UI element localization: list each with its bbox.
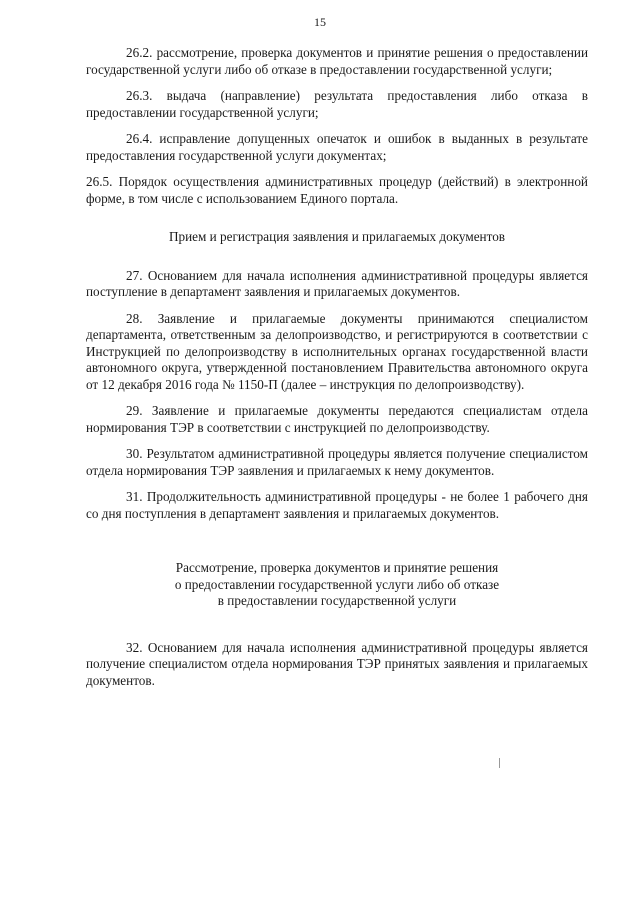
paragraph-27: 27. Основанием для начала исполнения административной процедуры является поступление в департамент заявления и прилагаемых документов. bbox=[86, 267, 588, 299]
paragraph-28: 28. Заявление и прилагаемые документы принимаются специалистом департамента, ответственным за делопроизводство, и регистрируются в соответствии с Инструкцией по делопроизводству в исполнительных органах государственной власти автономного округа, утвержденной постановлением Правительства автономного округа от 12 декабря 2016 года № 1150-П (далее – инструкция по делопроизводству). bbox=[86, 310, 588, 392]
list-item-26-4: 26.4. исправление допущенных опечаток и ошибок в выданных в результате предоставления государственной услуги документах; bbox=[86, 131, 588, 163]
section-heading-review bbox=[86, 560, 588, 610]
document-body bbox=[86, 45, 588, 699]
section-heading-line: в предоставлении государственной услуги bbox=[217, 593, 457, 608]
paragraph-29: 29. Заявление и прилагаемые документы передаются специалистам отдела нормирования ТЭР в соответствии с инструкцией по делопроизводству. bbox=[86, 403, 588, 435]
paragraph-31: 31. Продолжительность административной процедуры - не более 1 рабочего дня со дня поступления в департамент заявления и прилагаемых документов. bbox=[86, 489, 588, 521]
page-number: 15 bbox=[314, 15, 326, 29]
list-item-26-5: 26.5. Порядок осуществления административных процедур (действий) в электронной форме, в том числе с использованием Единого портала. bbox=[86, 174, 588, 206]
section-heading-line: о предоставлении государственной услуги либо об отказе bbox=[174, 576, 500, 592]
paragraph-32: 32. Основанием для начала исполнения административной процедуры является получение специалистом отдела нормирования ТЭР принятых заявления и прилагаемых документов. bbox=[86, 639, 588, 688]
list-item-26-3: 26.3. выдача (направление) результата предоставления либо отказа в предоставлении государственной услуги; bbox=[86, 88, 588, 120]
list-item-26-2: 26.2. рассмотрение, проверка документов и принятие решения о предоставлении государственной услуги либо об отказе в предоставлении государственной услуги; bbox=[86, 45, 588, 77]
scan-mark bbox=[499, 758, 500, 768]
section-heading-reception: Прием и регистрация заявления и прилагаемых документов bbox=[168, 229, 506, 244]
paragraph-30: 30. Результатом административной процедуры является получение специалистом отдела нормирования ТЭР заявления и прилагаемых к нему документов. bbox=[86, 446, 588, 478]
section-heading-line: Рассмотрение, проверка документов и принятие решения bbox=[175, 560, 499, 575]
